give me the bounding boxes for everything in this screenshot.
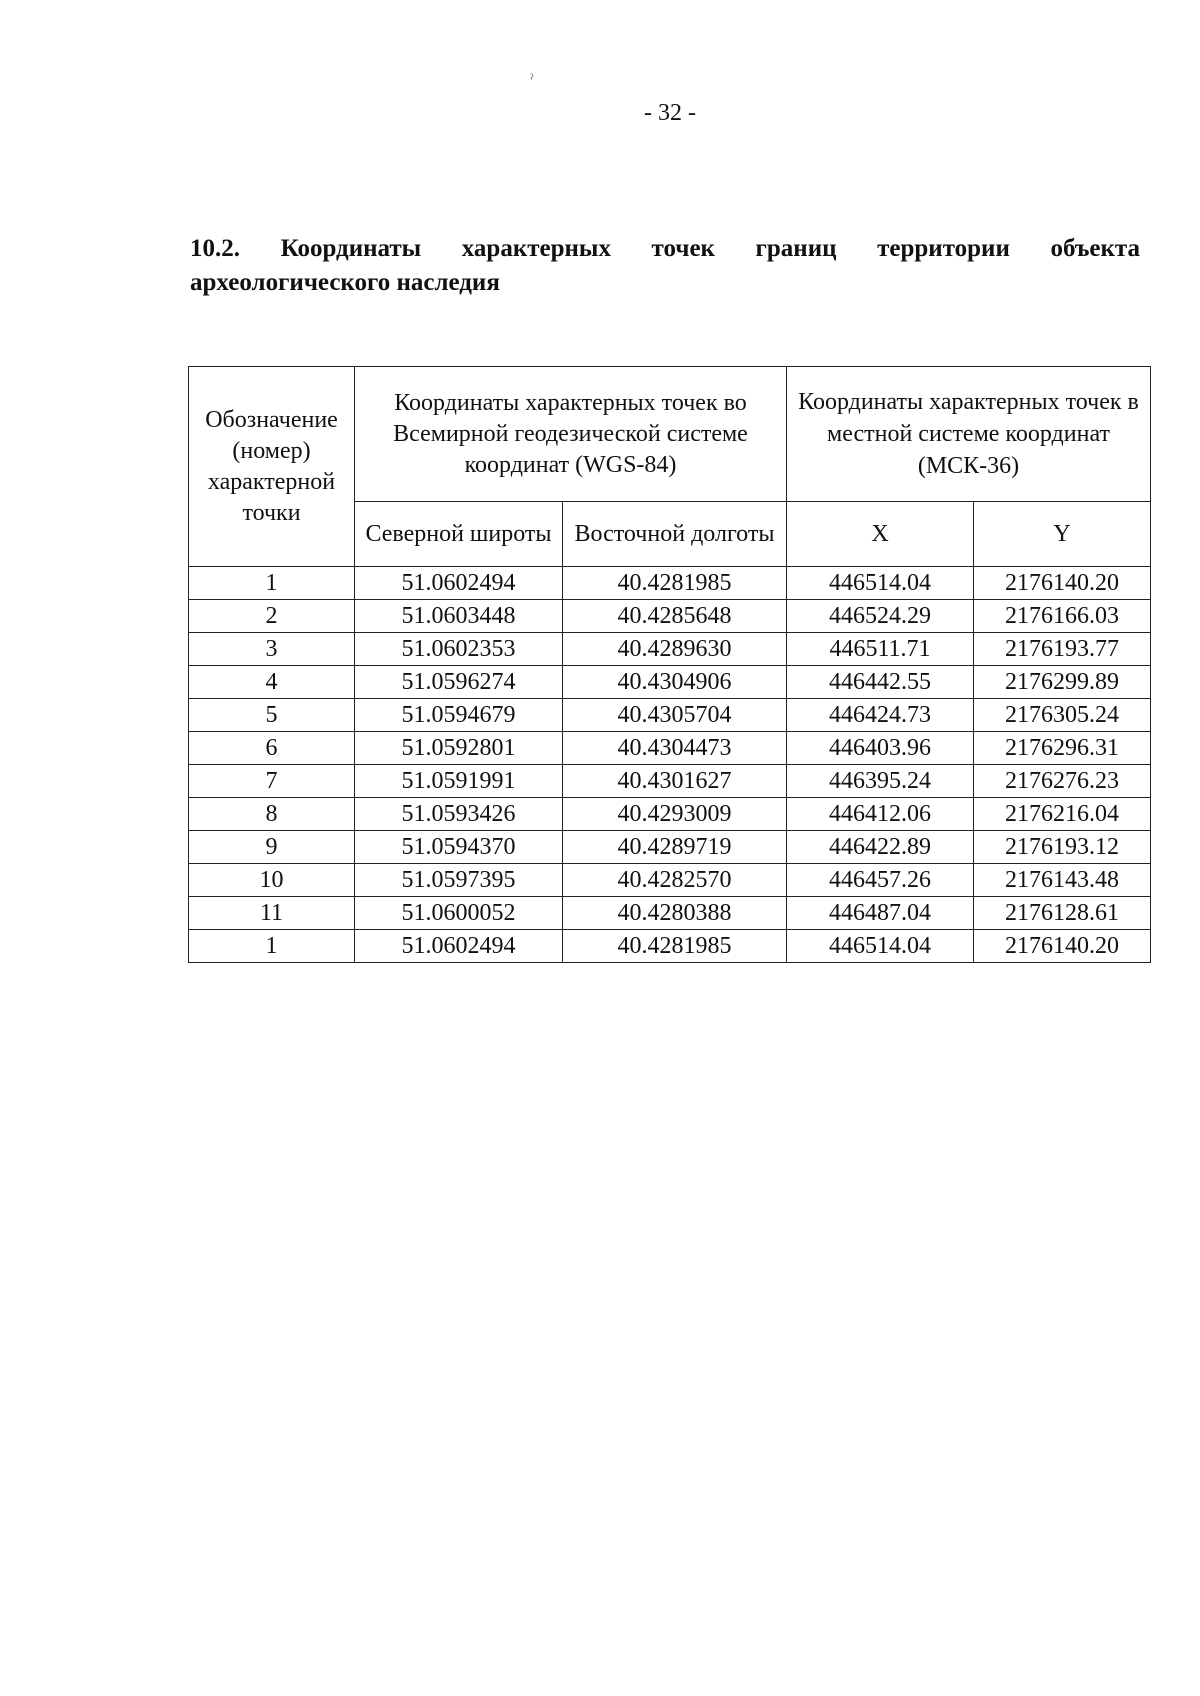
table-body	[189, 567, 1151, 963]
section-heading	[190, 232, 1140, 300]
table-row	[189, 666, 1151, 699]
cell-point: 5	[189, 699, 355, 732]
cell-latitude: 51.0600052	[355, 897, 563, 930]
cell-point: 9	[189, 831, 355, 864]
cell-point: 10	[189, 864, 355, 897]
cell-longitude: 40.4281985	[563, 930, 787, 963]
header-wgs-group: Координаты характерных точек во Всемирной геодезической системе координат (WGS-84)	[355, 367, 787, 502]
cell-latitude: 51.0602494	[355, 567, 563, 600]
cell-longitude: 40.4304906	[563, 666, 787, 699]
cell-x: 446424.73	[787, 699, 974, 732]
cell-latitude: 51.0602494	[355, 930, 563, 963]
table-row	[189, 765, 1151, 798]
section-heading-line2: археологического наследия	[190, 269, 500, 296]
cell-x: 446457.26	[787, 864, 974, 897]
cell-point: 3	[189, 633, 355, 666]
cell-x: 446395.24	[787, 765, 974, 798]
cell-y: 2176305.24	[974, 699, 1151, 732]
cell-longitude: 40.4301627	[563, 765, 787, 798]
table-row	[189, 600, 1151, 633]
cell-x: 446524.29	[787, 600, 974, 633]
cell-y: 2176140.20	[974, 567, 1151, 600]
cell-longitude: 40.4304473	[563, 732, 787, 765]
cell-x: 446487.04	[787, 897, 974, 930]
cell-latitude: 51.0594679	[355, 699, 563, 732]
cell-latitude: 51.0596274	[355, 666, 563, 699]
cell-latitude: 51.0603448	[355, 600, 563, 633]
cell-point: 7	[189, 765, 355, 798]
cell-point: 8	[189, 798, 355, 831]
cell-y: 2176296.31	[974, 732, 1151, 765]
header-designation: Обозначение (номер) характерной точки	[189, 367, 355, 567]
header-msk-group: Координаты характерных точек в местной системе координат (МСК-36)	[787, 367, 1151, 502]
cell-point: 6	[189, 732, 355, 765]
table-row	[189, 897, 1151, 930]
cell-point: 2	[189, 600, 355, 633]
cell-y: 2176140.20	[974, 930, 1151, 963]
cell-longitude: 40.4289719	[563, 831, 787, 864]
header-y: Y	[974, 502, 1151, 567]
cell-y: 2176276.23	[974, 765, 1151, 798]
coordinates-table	[188, 366, 1151, 963]
cell-longitude: 40.4305704	[563, 699, 787, 732]
cell-longitude: 40.4289630	[563, 633, 787, 666]
cell-longitude: 40.4282570	[563, 864, 787, 897]
cell-latitude: 51.0594370	[355, 831, 563, 864]
cell-y: 2176216.04	[974, 798, 1151, 831]
cell-y: 2176193.12	[974, 831, 1151, 864]
table-row	[189, 798, 1151, 831]
cell-x: 446442.55	[787, 666, 974, 699]
table-row	[189, 567, 1151, 600]
table-row	[189, 930, 1151, 963]
cell-longitude: 40.4280388	[563, 897, 787, 930]
section-heading-line1: 10.2. Координаты характерных точек границ территории объекта	[190, 235, 1140, 262]
cell-x: 446422.89	[787, 831, 974, 864]
cell-point: 4	[189, 666, 355, 699]
cell-latitude: 51.0591991	[355, 765, 563, 798]
cell-point: 1	[189, 930, 355, 963]
cell-x: 446412.06	[787, 798, 974, 831]
header-latitude: Северной широты	[355, 502, 563, 567]
cell-x: 446511.71	[787, 633, 974, 666]
table-row	[189, 699, 1151, 732]
cell-latitude: 51.0602353	[355, 633, 563, 666]
scan-mark: ˀ	[530, 72, 534, 87]
cell-y: 2176299.89	[974, 666, 1151, 699]
cell-point: 11	[189, 897, 355, 930]
cell-longitude: 40.4293009	[563, 798, 787, 831]
cell-y: 2176143.48	[974, 864, 1151, 897]
cell-y: 2176166.03	[974, 600, 1151, 633]
cell-x: 446514.04	[787, 930, 974, 963]
cell-y: 2176128.61	[974, 897, 1151, 930]
table-row	[189, 864, 1151, 897]
table-row	[189, 831, 1151, 864]
cell-point: 1	[189, 567, 355, 600]
cell-x: 446403.96	[787, 732, 974, 765]
cell-longitude: 40.4281985	[563, 567, 787, 600]
cell-latitude: 51.0597395	[355, 864, 563, 897]
cell-longitude: 40.4285648	[563, 600, 787, 633]
cell-y: 2176193.77	[974, 633, 1151, 666]
table-row	[189, 633, 1151, 666]
page-number: - 32 -	[644, 100, 696, 126]
cell-latitude: 51.0593426	[355, 798, 563, 831]
cell-latitude: 51.0592801	[355, 732, 563, 765]
cell-x: 446514.04	[787, 567, 974, 600]
table-row	[189, 732, 1151, 765]
header-longitude: Восточной долготы	[563, 502, 787, 567]
header-x: X	[787, 502, 974, 567]
